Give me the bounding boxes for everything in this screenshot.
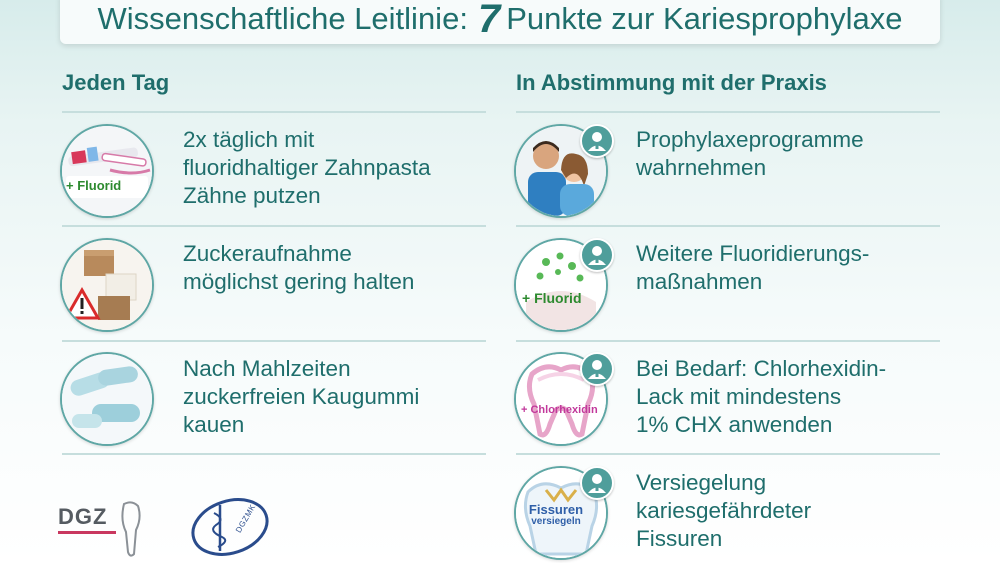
dgz-logo-text: DGZ (58, 504, 108, 529)
divider (516, 453, 940, 455)
fluorid-badge-label: + Fluorid (66, 178, 122, 193)
title-number: 7 (477, 0, 501, 41)
dentist-badge-icon (580, 352, 614, 386)
page-title (60, 0, 940, 44)
tooth-outline-icon (118, 500, 144, 560)
dgzmk-logo (186, 497, 276, 557)
chewing-gum-icon (60, 352, 154, 446)
right-column-heading: In Abstimmung mit der Praxis (516, 70, 827, 95)
divider (62, 111, 486, 113)
fissuren-badge-label: Fissuren versiegeln (528, 502, 584, 527)
sugar-cubes-warning-icon (60, 238, 154, 332)
divider (516, 111, 940, 113)
list-item: Prophylaxeprogramme wahrnehmen (636, 127, 864, 180)
dentist-badge-icon (580, 124, 614, 158)
divider (62, 340, 486, 342)
list-item: Nach Mahlzeiten zuckerfreien Kaugummi kauen (183, 356, 420, 437)
toothbrush-fluoride-icon (60, 124, 154, 218)
list-item: Versiegelung kariesgefährdeter Fissuren (636, 470, 812, 551)
dgz-logo-bar (58, 531, 116, 534)
title-suffix: Punkte zur Kariesprophylaxe (506, 1, 903, 36)
dgz-logo (58, 500, 148, 560)
title-prefix: Wissenschaftliche Leitlinie: (97, 1, 468, 36)
dgzmk-logo-text: DGZMK (233, 502, 258, 535)
list-item: Weitere Fluoridierungs- maßnahmen (636, 241, 870, 294)
left-column-heading: Jeden Tag (62, 70, 170, 95)
list-item: Bei Bedarf: Chlorhexidin- Lack mit mindestens 1% CHX anwenden (636, 356, 887, 437)
divider (516, 340, 940, 342)
list-item: Zuckeraufnahme möglichst gering halten (183, 241, 415, 294)
divider (516, 225, 940, 227)
chlorhexidin-badge-label: + Chlorhexidin (521, 404, 598, 416)
fluorid-badge-label: + Fluorid (522, 290, 582, 306)
dentist-badge-icon (580, 238, 614, 272)
list-item: 2x täglich mit fluoridhaltiger Zahnpasta Zähne putzen (183, 127, 431, 208)
divider (62, 453, 486, 455)
dentist-badge-icon (580, 466, 614, 500)
divider (62, 225, 486, 227)
